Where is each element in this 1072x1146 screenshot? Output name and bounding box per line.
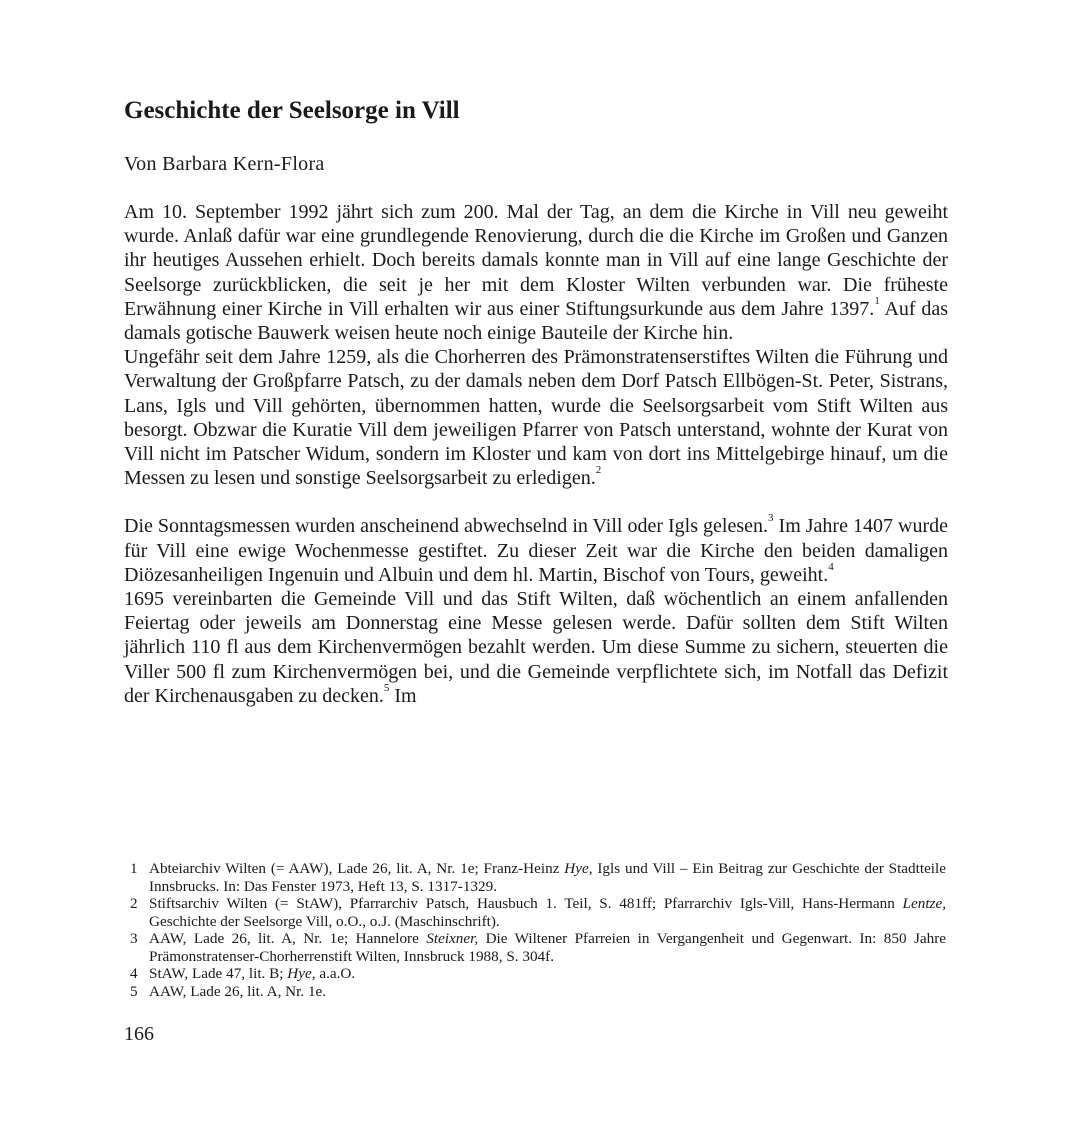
footnote-3 [130,930,946,965]
footnotes [130,860,946,1000]
footnote-1 [130,860,946,895]
article-body [124,200,948,708]
footnote-number: 3 [130,930,138,947]
footnote-text: StAW, Lade 47, lit. B; Hye, a.a.O. [149,965,356,982]
footnote-number: 4 [130,965,138,982]
footnote-text: Abteiarchiv Wilten (= AAW), Lade 26, lit. A, Nr. 1e; Franz-Heinz Hye, Igls und Vill – Ein Beitrag zur Geschichte der Stadtteile Innsbrucks. In: Das Fenster 1973, Heft 13, S. 1317-1329. [149,860,946,895]
footnote-ref-3[interactable]: 3 [768,512,774,525]
paragraph-3: Die Sonntagsmessen wurden anscheinend abwechselnd in Vill oder Igls gelesen.$^3$ Im Jahre 1407 wurde für Vill eine ewige Wochenmesse gestiftet. Zu dieser Zeit war die Kirche den beiden damaligen Diözesanheiligen Ingenuin und Albuin und dem hl. Martin, Bischof von Tours, geweiht.$^4$ [124,512,948,586]
footnote-ref-1[interactable]: 1 [874,294,880,307]
paragraph-1: Am 10. September 1992 jährt sich zum 200. Mal der Tag, an dem die Kirche in Vill neu geweiht wurde. Anlaß dafür war eine grundlegende Renovierung, durch die die Kirche im Großen und Ganzen ihr heutiges Aussehen erhielt. Doch bereits damals konnte man in Vill auf eine lange Geschichte der Seelsorge zurückblicken, die seit je her mit dem Kloster Wilten verbunden war. Die früheste Erwähnung einer Kirche in Vill erhalten wir aus einer Stiftungsurkunde aus dem Jahre 1397.$^1$ Auf das damals gotische Bauwerk weisen heute noch einige Bauteile der Kirche hin. [124,201,948,345]
paragraph-2: Ungefähr seit dem Jahre 1259, als die Chorherren des Prämonstratenserstiftes Wilten die Führung und Verwaltung der Großpfarre Patsch, zu der damals neben dem Dorf Patsch Ellbögen-St. Peter, Sistrans, Lans, Igls und Vill gehörten, übernommen hatten, wurde die Seelsorgsarbeit vom Stift Wilten aus besorgt. Obzwar die Kuratie Vill dem jeweiligen Pfarrer von Patsch unterstand, wohnte der Kurat von Vill nicht im Patscher Widum, sondern im Kloster und kam von dort ins Mittelgebirge hinauf, um die Messen zu lesen und sonstige Seelsorgsarbeit zu erledigen.$^2$ [124,346,948,490]
footnote-5 [130,983,946,1001]
footnote-number: 2 [130,895,138,912]
article-title: Geschichte der Seelsorge in Vill [124,97,460,124]
footnote-text: AAW, Lade 26, lit. A, Nr. 1e; Hannelore Steixner, Die Wiltener Pfarreien in Vergangenheit und Gegenwart. In: 850 Jahre Prämonstratenser-Chorherrenstift Wilten, Innsbruck 1988, S. 304f. [149,930,946,965]
footnote-text: AAW, Lade 26, lit. A, Nr. 1e. [149,982,327,1000]
footnote-ref-2[interactable]: 2 [595,464,602,477]
footnote-number: 5 [130,982,138,1000]
footnote-ref-5[interactable]: 5 [383,681,390,694]
paragraph-4: 1695 vereinbarten die Gemeinde Vill und das Stift Wilten, daß wöchentlich an einem anfallenden Feiertag oder jeweils am Donnerstag eine Messe gelesen werde. Dafür sollten dem Stift Wilten jährlich 110 fl aus dem Kirchenvermögen bezahlt werden. Um diese Summe zu sichern, steuerten die Viller 500 fl zum Kirchenvermögen bei, und die Gemeinde verpflichtete sich, im Notfall das Defizit der Kirchenausgaben zu decken.$^5$ Im [124,588,948,707]
footnote-4 [130,965,946,983]
footnote-2 [130,895,946,930]
footnote-text: Stiftsarchiv Wilten (= StAW), Pfarrarchiv Patsch, Hausbuch 1. Teil, S. 481ff; Pfarrarchiv Igls-Vill, Hans-Hermann Lentze, Geschichte der Seelsorge Vill, o.O., o.J. (Maschinschrift). [149,895,946,930]
footnote-number: 1 [130,860,138,877]
author-line: Von Barbara Kern-Flora [124,153,325,175]
article [124,96,948,708]
footnote-ref-4[interactable]: 4 [828,560,834,573]
page-number: 166 [124,1023,154,1045]
